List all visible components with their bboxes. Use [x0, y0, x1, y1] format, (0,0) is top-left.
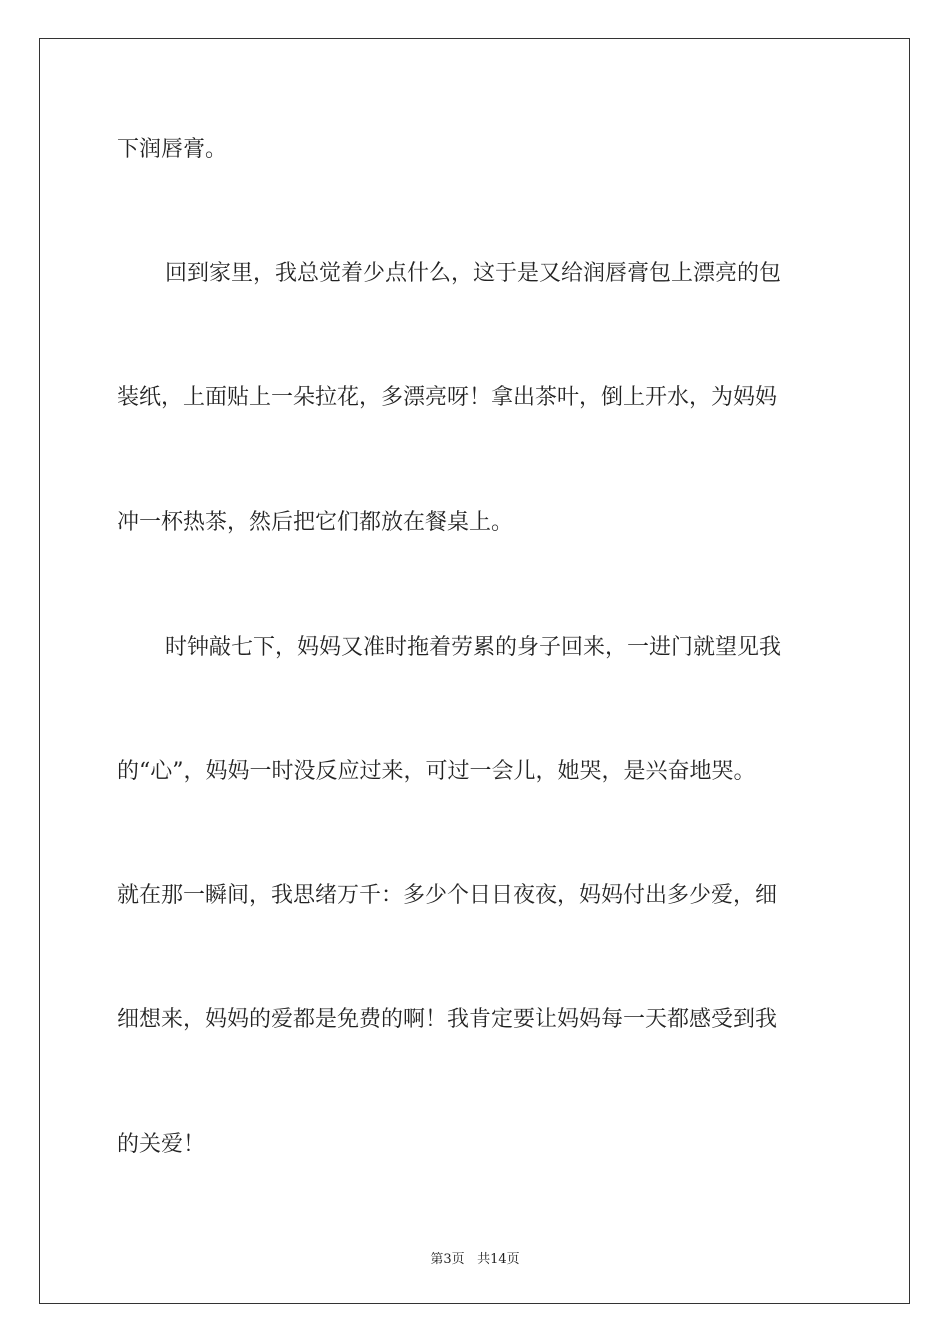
- page-frame: [39, 38, 910, 1304]
- page-total: 共14页: [477, 1252, 520, 1267]
- text-line-2: 回到家里，我总觉着少点什么，这于是又给润唇膏包上漂亮的包: [165, 261, 782, 286]
- text-line-3: 装纸，上面贴上一朵拉花，多漂亮呀！拿出茶叶，倒上开水，为妈妈: [117, 385, 778, 410]
- text-line-9: 的关爱！: [117, 1132, 206, 1157]
- text-line-5: 时钟敲七下，妈妈又准时拖着劳累的身子回来，一进门就望见我: [165, 635, 782, 660]
- text-line-6: 的“心”，妈妈一时没反应过来，可过一会儿，她哭，是兴奋地哭。: [117, 759, 756, 784]
- text-line-7: 就在那一瞬间，我思绪万千：多少个日日夜夜，妈妈付出多少爱，细: [117, 883, 778, 908]
- text-line-8: 细想来，妈妈的爱都是免费的啊！我肯定要让妈妈每一天都感受到我: [117, 1007, 778, 1032]
- page-footer: [0, 1248, 950, 1267]
- page-number: 第3页: [430, 1252, 465, 1267]
- text-line-4: 冲一杯热茶，然后把它们都放在餐桌上。: [117, 510, 514, 535]
- text-line-1: 下润唇膏。: [117, 137, 228, 162]
